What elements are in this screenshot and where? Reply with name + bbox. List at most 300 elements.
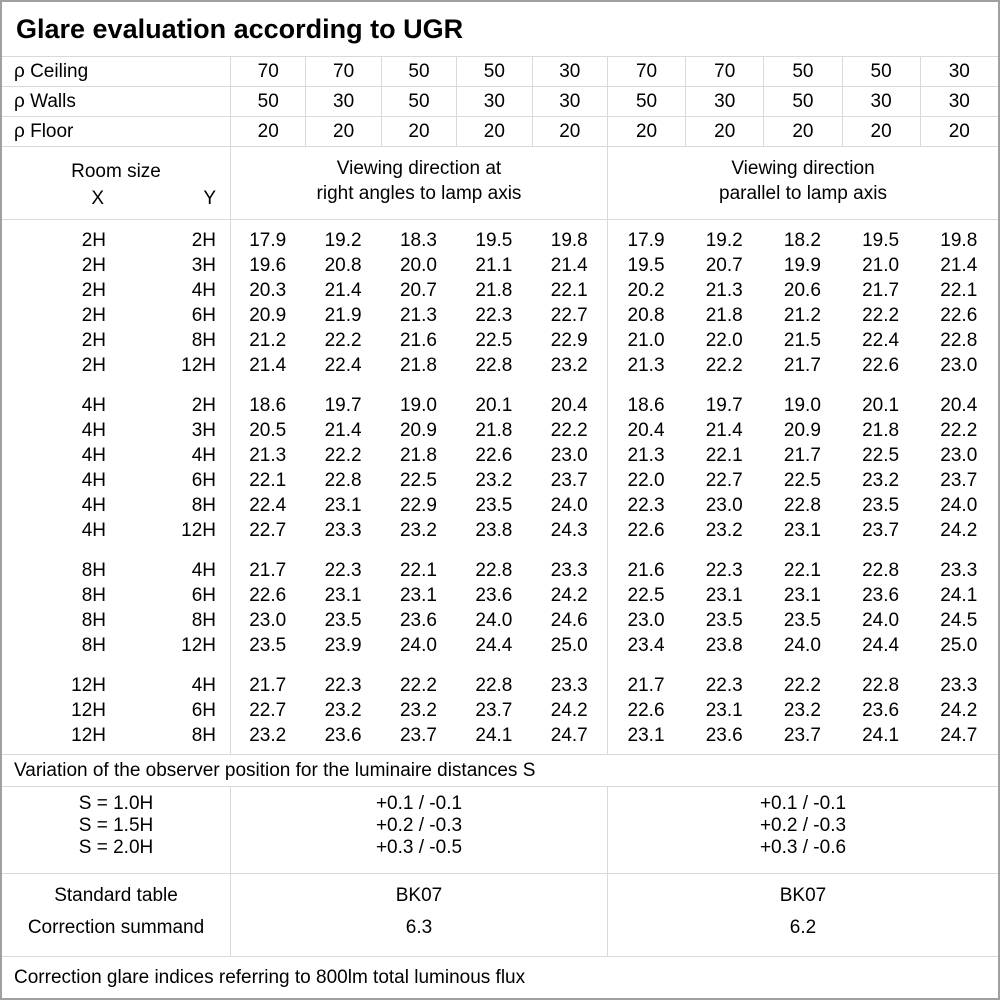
room-size-y-cell: 6H [191, 585, 216, 606]
ugr-value-cell: 23.1 [324, 585, 362, 606]
ugr-value-cell: 21.7 [862, 280, 900, 301]
ugr-value-cell: 20.2 [627, 280, 665, 301]
ugr-value-cell: 24.2 [940, 520, 978, 541]
ugr-table-row [2, 253, 998, 278]
ugr-value-cell: 20.9 [249, 305, 287, 326]
ugr-value-cell: 24.6 [550, 610, 588, 631]
ugr-value-cell: 21.3 [627, 355, 665, 376]
standard-table-value: BK07 [779, 885, 827, 906]
ugr-value-cell: 21.3 [705, 280, 743, 301]
ugr-value-cell: 22.3 [705, 560, 743, 581]
ugr-table-row [2, 468, 998, 493]
s-labels [2, 787, 230, 873]
reflectance-row-label: ρ Ceiling [14, 60, 89, 82]
reflectance-value-cell: 20 [685, 117, 763, 146]
group-divider [607, 220, 608, 754]
y-column-header: Y [203, 188, 216, 209]
room-size-y-cell: 4H [191, 280, 216, 301]
room-size-y-cell: 3H [191, 255, 216, 276]
ugr-value-cell: 21.2 [249, 330, 287, 351]
ugr-value-cell: 22.3 [705, 675, 743, 696]
ugr-table-row [2, 443, 998, 468]
ugr-value-cell: 22.3 [324, 560, 362, 581]
correction-summand-value: 6.2 [789, 917, 817, 938]
room-size-x-cell: 4H [81, 470, 106, 491]
reflectance-row [2, 117, 998, 147]
ugr-value-cell: 24.4 [475, 635, 513, 656]
ugr-value-cell: 23.1 [705, 700, 743, 721]
header-line: Viewing direction [731, 158, 875, 179]
ugr-table-row [2, 698, 998, 723]
ugr-value-cell: 23.5 [324, 610, 362, 631]
room-size-x-cell: 8H [81, 610, 106, 631]
correction-summand-value: 6.3 [405, 917, 433, 938]
ugr-value-cell: 22.9 [550, 330, 588, 351]
ugr-value-cell: 22.2 [550, 420, 588, 441]
room-size-x-cell: 2H [81, 305, 106, 326]
reflectance-value-cell: 70 [230, 57, 305, 86]
ugr-table-row [2, 583, 998, 608]
reflectance-value-cell: 30 [305, 87, 380, 116]
ugr-value-cell: 19.8 [940, 230, 978, 251]
ugr-value-cell: 21.7 [249, 675, 287, 696]
ugr-value-cell: 22.1 [399, 560, 437, 581]
ugr-value-cell: 23.5 [862, 495, 900, 516]
ugr-value-cell: 23.0 [940, 445, 978, 466]
reflectance-value-cell: 20 [381, 117, 456, 146]
viewing-direction-right-angles-header [230, 147, 607, 219]
ugr-value-cell: 22.2 [940, 420, 978, 441]
ugr-value-cell: 23.2 [399, 520, 437, 541]
room-size-x-cell: 8H [81, 585, 106, 606]
ugr-value-cell: 22.1 [940, 280, 978, 301]
ugr-value-cell: 24.2 [940, 700, 978, 721]
ugr-value-cell: 18.6 [249, 395, 287, 416]
ugr-value-cell: 20.1 [475, 395, 513, 416]
ugr-value-cell: 23.5 [249, 635, 287, 656]
variation-note: Variation of the observer position for the luminaire distances S [14, 759, 536, 781]
ugr-value-cell: 20.8 [324, 255, 362, 276]
ugr-value-cell: 22.2 [324, 445, 362, 466]
ugr-value-cell: 19.0 [783, 395, 821, 416]
s-value: +0.2 / -0.3 [759, 815, 847, 836]
reflectance-value-cell: 30 [920, 57, 998, 86]
ugr-value-cell: 19.0 [399, 395, 437, 416]
ugr-value-cell: 21.6 [399, 330, 437, 351]
reflectance-value-cell: 50 [842, 57, 920, 86]
variation-note-row [2, 755, 998, 787]
ugr-table-row [2, 328, 998, 353]
ugr-table-row [2, 418, 998, 443]
ugr-value-cell: 23.1 [399, 585, 437, 606]
ugr-value-cell: 23.9 [324, 635, 362, 656]
ugr-value-cell: 22.5 [783, 470, 821, 491]
ugr-value-cell: 22.8 [475, 355, 513, 376]
ugr-value-cell: 24.7 [940, 725, 978, 746]
ugr-value-cell: 21.7 [627, 675, 665, 696]
reflectance-value-cell: 20 [842, 117, 920, 146]
ugr-value-cell: 25.0 [940, 635, 978, 656]
ugr-value-cell: 19.2 [324, 230, 362, 251]
room-size-x-cell: 2H [81, 230, 106, 251]
ugr-value-cell: 24.0 [940, 495, 978, 516]
ugr-value-cell: 19.2 [705, 230, 743, 251]
ugr-value-cell: 23.4 [627, 635, 665, 656]
standard-table-label: Standard table [54, 885, 178, 906]
ugr-value-cell: 23.1 [705, 585, 743, 606]
s-value: +0.3 / -0.5 [375, 837, 463, 858]
ugr-value-cell: 22.7 [249, 700, 287, 721]
s-value: +0.3 / -0.6 [759, 837, 847, 858]
ugr-value-cell: 21.4 [324, 280, 362, 301]
s-values-right-angles [230, 787, 607, 873]
ugr-value-cell: 22.6 [862, 355, 900, 376]
reflectance-row-label: ρ Floor [14, 120, 74, 142]
ugr-value-cell: 24.0 [475, 610, 513, 631]
ugr-value-cell: 21.6 [627, 560, 665, 581]
ugr-table-row [2, 493, 998, 518]
ugr-value-cell: 23.6 [862, 585, 900, 606]
ugr-value-cell: 23.6 [324, 725, 362, 746]
ugr-value-cell: 23.0 [627, 610, 665, 631]
ugr-table-row [2, 723, 998, 748]
ugr-value-cell: 21.7 [249, 560, 287, 581]
ugr-value-cell: 23.3 [550, 675, 588, 696]
reflectance-value-cell: 20 [607, 117, 685, 146]
ugr-value-cell: 21.3 [627, 445, 665, 466]
room-size-y-cell: 12H [181, 355, 216, 376]
ugr-value-cell: 23.0 [249, 610, 287, 631]
page-title: Glare evaluation according to UGR [16, 13, 464, 44]
ugr-value-cell: 22.8 [862, 675, 900, 696]
room-size-y-cell: 6H [191, 305, 216, 326]
s-values-parallel [607, 787, 998, 873]
ugr-value-cell: 19.7 [324, 395, 362, 416]
ugr-value-cell: 19.8 [550, 230, 588, 251]
ugr-value-cell: 23.6 [475, 585, 513, 606]
ugr-value-cell: 20.0 [399, 255, 437, 276]
ugr-value-cell: 22.5 [627, 585, 665, 606]
ugr-value-cell: 19.6 [249, 255, 287, 276]
room-size-x-cell: 2H [81, 355, 106, 376]
standard-table-value: BK07 [395, 885, 443, 906]
ugr-value-cell: 23.2 [324, 700, 362, 721]
ugr-value-cell: 23.5 [705, 610, 743, 631]
room-size-y-cell: 12H [181, 520, 216, 541]
reflectance-value-cell: 30 [456, 87, 531, 116]
ugr-value-cell: 23.0 [550, 445, 588, 466]
ugr-value-cell: 19.9 [783, 255, 821, 276]
ugr-value-cell: 24.1 [475, 725, 513, 746]
ugr-value-cell: 22.3 [627, 495, 665, 516]
ugr-value-cell: 22.5 [475, 330, 513, 351]
ugr-value-cell: 23.1 [627, 725, 665, 746]
reflectance-value-cell: 30 [532, 57, 607, 86]
ugr-value-cell: 22.7 [550, 305, 588, 326]
ugr-value-cell: 23.5 [475, 495, 513, 516]
ugr-value-cell: 20.1 [862, 395, 900, 416]
ugr-value-cell: 23.8 [475, 520, 513, 541]
s-label: S = 1.5H [78, 815, 154, 836]
ugr-value-cell: 20.5 [249, 420, 287, 441]
ugr-value-cell: 21.8 [475, 280, 513, 301]
room-size-y-cell: 2H [191, 395, 216, 416]
s-label: S = 2.0H [78, 837, 154, 858]
ugr-value-cell: 21.4 [550, 255, 588, 276]
ugr-value-cell: 22.7 [249, 520, 287, 541]
ugr-value-cell: 20.4 [627, 420, 665, 441]
ugr-value-cell: 22.2 [783, 675, 821, 696]
reflectance-value-cell: 50 [456, 57, 531, 86]
ugr-value-cell: 23.6 [705, 725, 743, 746]
ugr-value-cell: 24.0 [862, 610, 900, 631]
room-size-header [2, 147, 230, 219]
ugr-value-cell: 20.9 [399, 420, 437, 441]
ugr-value-cell: 23.0 [705, 495, 743, 516]
ugr-value-cell: 22.8 [324, 470, 362, 491]
reflectance-value-cell: 50 [381, 57, 456, 86]
ugr-value-cell: 24.1 [862, 725, 900, 746]
ugr-value-cell: 23.8 [705, 635, 743, 656]
ugr-value-cell: 23.3 [550, 560, 588, 581]
room-size-x-cell: 8H [81, 560, 106, 581]
reflectance-section [2, 57, 998, 147]
ugr-value-cell: 25.0 [550, 635, 588, 656]
room-size-y-cell: 4H [191, 675, 216, 696]
ugr-value-cell: 22.6 [475, 445, 513, 466]
ugr-table-row [2, 278, 998, 303]
ugr-value-cell: 23.2 [475, 470, 513, 491]
ugr-value-cell: 22.3 [475, 305, 513, 326]
s-label: S = 1.0H [78, 793, 154, 814]
reflectance-row-label: ρ Walls [14, 90, 76, 112]
ugr-value-cell: 23.2 [862, 470, 900, 491]
ugr-value-cell: 21.8 [475, 420, 513, 441]
ugr-value-cell: 22.1 [550, 280, 588, 301]
ugr-value-cell: 20.9 [783, 420, 821, 441]
reflectance-value-cell: 20 [305, 117, 380, 146]
standard-table-section [2, 874, 998, 957]
ugr-table-row [2, 518, 998, 543]
ugr-value-cell: 22.8 [783, 495, 821, 516]
ugr-table-row [2, 633, 998, 658]
correction-summand-label: Correction summand [27, 917, 205, 938]
title-row [2, 2, 998, 57]
ugr-value-cell: 23.7 [862, 520, 900, 541]
reflectance-value-cell: 50 [763, 57, 841, 86]
ugr-value-cell: 24.0 [783, 635, 821, 656]
ugr-value-cell: 24.5 [940, 610, 978, 631]
reflectance-value-cell: 50 [607, 87, 685, 116]
ugr-value-cell: 19.5 [862, 230, 900, 251]
reflectance-value-cell: 20 [456, 117, 531, 146]
header-line: Viewing direction at [336, 158, 502, 179]
ugr-value-cell: 23.2 [550, 355, 588, 376]
footer-note: Correction glare indices referring to 800lm total luminous flux [14, 966, 526, 988]
ugr-value-cell: 23.7 [783, 725, 821, 746]
standard-labels [2, 874, 230, 956]
ugr-value-cell: 17.9 [627, 230, 665, 251]
room-size-x-cell: 2H [81, 330, 106, 351]
ugr-value-cell: 23.1 [783, 520, 821, 541]
reflectance-value-cell: 50 [381, 87, 456, 116]
ugr-value-cell: 22.7 [705, 470, 743, 491]
ugr-value-cell: 22.8 [475, 675, 513, 696]
s-value: +0.2 / -0.3 [375, 815, 463, 836]
ugr-value-cell: 23.1 [324, 495, 362, 516]
viewing-direction-parallel-header [607, 147, 998, 219]
ugr-value-cell: 23.2 [705, 520, 743, 541]
room-size-y-cell: 4H [191, 445, 216, 466]
header-line: parallel to lamp axis [719, 183, 887, 204]
ugr-row-block [2, 393, 998, 543]
ugr-value-cell: 21.4 [324, 420, 362, 441]
ugr-value-cell: 23.2 [783, 700, 821, 721]
ugr-value-cell: 22.2 [399, 675, 437, 696]
ugr-value-cell: 24.0 [550, 495, 588, 516]
ugr-table-row [2, 558, 998, 583]
ugr-value-cell: 22.0 [705, 330, 743, 351]
room-size-x-cell: 4H [81, 445, 106, 466]
ugr-value-cell: 22.8 [940, 330, 978, 351]
ugr-value-cell: 22.4 [249, 495, 287, 516]
ugr-value-cell: 20.7 [399, 280, 437, 301]
ugr-value-cell: 21.7 [783, 445, 821, 466]
ugr-value-cell: 20.3 [249, 280, 287, 301]
ugr-value-cell: 21.4 [249, 355, 287, 376]
ugr-row-block [2, 673, 998, 748]
ugr-value-cell: 23.2 [249, 725, 287, 746]
header-line: right angles to lamp axis [316, 183, 522, 204]
ugr-value-cell: 23.3 [940, 560, 978, 581]
room-size-y-cell: 8H [191, 725, 216, 746]
ugr-value-cell: 23.2 [399, 700, 437, 721]
ugr-value-rows [2, 228, 998, 748]
ugr-value-cell: 18.6 [627, 395, 665, 416]
room-size-y-cell: 4H [191, 560, 216, 581]
ugr-value-cell: 21.8 [399, 445, 437, 466]
ugr-value-cell: 23.7 [475, 700, 513, 721]
ugr-value-cell: 23.3 [324, 520, 362, 541]
ugr-value-cell: 24.2 [550, 700, 588, 721]
ugr-value-cell: 21.1 [475, 255, 513, 276]
ugr-value-cell: 22.8 [862, 560, 900, 581]
room-size-y-cell: 12H [181, 635, 216, 656]
ugr-value-cell: 21.3 [399, 305, 437, 326]
ugr-value-cell: 20.7 [705, 255, 743, 276]
ugr-table-row [2, 393, 998, 418]
room-size-x-cell: 12H [71, 700, 106, 721]
ugr-value-cell: 23.0 [940, 355, 978, 376]
ugr-value-cell: 24.1 [940, 585, 978, 606]
ugr-value-cell: 23.5 [783, 610, 821, 631]
ugr-table-row [2, 303, 998, 328]
room-size-y-cell: 6H [191, 470, 216, 491]
ugr-value-cell: 18.2 [783, 230, 821, 251]
ugr-value-cell: 22.6 [627, 520, 665, 541]
ugr-value-cell: 21.3 [249, 445, 287, 466]
s-value: +0.1 / -0.1 [759, 793, 847, 814]
ugr-value-cell: 19.7 [705, 395, 743, 416]
reflectance-row [2, 87, 998, 117]
ugr-values-section [2, 220, 998, 755]
ugr-value-cell: 23.3 [940, 675, 978, 696]
ugr-value-cell: 22.1 [249, 470, 287, 491]
ugr-table-row [2, 608, 998, 633]
room-size-y-cell: 2H [191, 230, 216, 251]
ugr-value-cell: 22.9 [399, 495, 437, 516]
reflectance-value-cell: 70 [685, 57, 763, 86]
ugr-value-cell: 22.3 [324, 675, 362, 696]
room-size-y-cell: 8H [191, 495, 216, 516]
ugr-value-cell: 20.8 [627, 305, 665, 326]
reflectance-value-cell: 70 [607, 57, 685, 86]
ugr-value-cell: 22.2 [862, 305, 900, 326]
reflectance-value-cell: 30 [920, 87, 998, 116]
ugr-value-cell: 21.8 [705, 305, 743, 326]
ugr-value-cell: 24.0 [399, 635, 437, 656]
ugr-value-cell: 21.9 [324, 305, 362, 326]
ugr-value-cell: 23.1 [783, 585, 821, 606]
ugr-value-cell: 19.5 [627, 255, 665, 276]
reflectance-value-cell: 20 [763, 117, 841, 146]
reflectance-value-cell: 20 [230, 117, 305, 146]
observer-variation-section [2, 787, 998, 874]
room-size-label: Room size [71, 161, 161, 182]
ugr-value-cell: 24.2 [550, 585, 588, 606]
ugr-value-cell: 22.5 [399, 470, 437, 491]
ugr-value-cell: 23.6 [399, 610, 437, 631]
reflectance-value-cell: 50 [763, 87, 841, 116]
ugr-value-cell: 22.4 [862, 330, 900, 351]
ugr-value-cell: 21.4 [705, 420, 743, 441]
ugr-value-cell: 23.7 [399, 725, 437, 746]
ugr-value-cell: 22.6 [627, 700, 665, 721]
room-size-x-cell: 2H [81, 280, 106, 301]
room-size-x-cell: 12H [71, 725, 106, 746]
standard-values-parallel [607, 874, 998, 956]
reflectance-value-cell: 30 [685, 87, 763, 116]
ugr-row-block [2, 228, 998, 378]
ugr-value-cell: 18.3 [399, 230, 437, 251]
room-size-y-cell: 3H [191, 420, 216, 441]
table-header-row [2, 147, 998, 220]
room-size-x-cell: 4H [81, 520, 106, 541]
ugr-value-cell: 23.7 [550, 470, 588, 491]
room-size-x-cell: 4H [81, 495, 106, 516]
ugr-value-cell: 24.4 [862, 635, 900, 656]
reflectance-value-cell: 30 [532, 87, 607, 116]
ugr-value-cell: 21.2 [783, 305, 821, 326]
ugr-value-cell: 20.6 [783, 280, 821, 301]
ugr-value-cell: 21.0 [862, 255, 900, 276]
column-divider [230, 220, 231, 754]
ugr-value-cell: 24.7 [550, 725, 588, 746]
ugr-value-cell: 21.8 [862, 420, 900, 441]
ugr-value-cell: 22.6 [249, 585, 287, 606]
ugr-value-cell: 19.5 [475, 230, 513, 251]
room-size-y-cell: 8H [191, 610, 216, 631]
s-value: +0.1 / -0.1 [375, 793, 463, 814]
ugr-value-cell: 21.4 [940, 255, 978, 276]
room-size-y-cell: 8H [191, 330, 216, 351]
ugr-value-cell: 22.2 [324, 330, 362, 351]
ugr-value-cell: 21.0 [627, 330, 665, 351]
reflectance-value-cell: 20 [920, 117, 998, 146]
room-size-y-cell: 6H [191, 700, 216, 721]
xy-header [2, 185, 230, 212]
ugr-table-row [2, 228, 998, 253]
